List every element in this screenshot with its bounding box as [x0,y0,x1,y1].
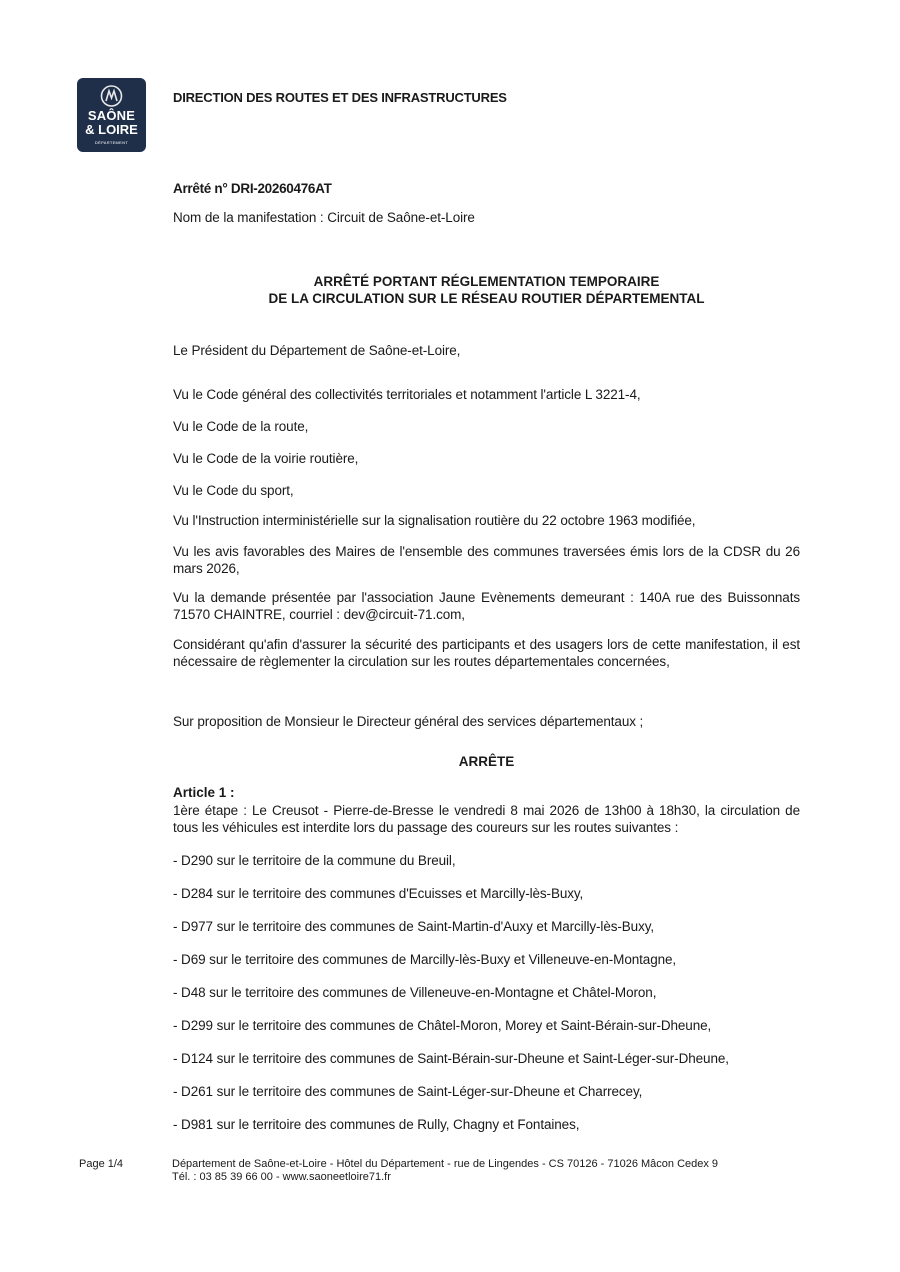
considerant: Considérant qu'afin d'assurer la sécurité des participants et des usagers lors de cette manifestation, il est nécessaire de règlementer la circulation sur les routes départementales concernées, [173,637,800,669]
road-item: - D977 sur le territoire des communes de Saint-Martin-d'Auxy et Marcilly-lès-Buxy, [173,919,655,934]
road-item: - D284 sur le territoire des communes d'Ecuisses et Marcilly-lès-Buxy, [173,886,584,901]
arrete-heading: ARRÊTE [458,754,515,769]
road-item: - D48 sur le territoire des communes de Villeneuve-en-Montagne et Châtel-Moron, [173,985,657,1000]
emblem-icon [98,84,125,108]
arrete-reference: Arrêté n° DRI-20260476AT [173,181,332,196]
title-line-1: ARRÊTÉ PORTANT RÉGLEMENTATION TEMPORAIRE [313,274,660,289]
department-logo [77,78,146,152]
vu-avis-maires: Vu les avis favorables des Maires de l'ensemble des communes traversées émis lors de la CDSR du 26 mars 2026, [173,544,800,576]
vu-code-sport: Vu le Code du sport, [173,483,294,498]
proposition: Sur proposition de Monsieur le Directeur général des services départementaux ; [173,714,644,729]
manifestation-name: Nom de la manifestation : Circuit de Saône-et-Loire [173,210,475,225]
road-item: - D290 sur le territoire de la commune du Breuil, [173,853,456,868]
vu-demande: Vu la demande présentée par l'association Jaune Evènements demeurant : 140A rue des Buissonnats 71570 CHAINTRE, courriel : dev@circuit-71.com, [173,590,800,622]
road-item: - D261 sur le territoire des communes de Saint-Léger-sur-Dheune et Charrecey, [173,1084,643,1099]
road-item: - D124 sur le territoire des communes de Saint-Bérain-sur-Dheune et Saint-Léger-sur-Dheune, [173,1051,729,1066]
road-item: - D69 sur le territoire des communes de Marcilly-lès-Buxy et Villeneuve-en-Montagne, [173,952,677,967]
vu-code-voirie: Vu le Code de la voirie routière, [173,451,359,466]
page-number: Page 1/4 [79,1158,124,1170]
vu-instruction: Vu l'Instruction interministérielle sur la signalisation routière du 22 octobre 1963 modifiée, [173,513,696,528]
president-line: Le Président du Département de Saône-et-Loire, [173,343,461,358]
footer-contact: Tél. : 03 85 39 66 00 - www.saoneetloire71.fr [172,1171,391,1183]
logo-line-3: DÉPARTEMENT [94,140,129,145]
road-item: - D299 sur le territoire des communes de Châtel-Moron, Morey et Saint-Bérain-sur-Dheune, [173,1018,712,1033]
article-1-intro: 1ère étape : Le Creusot - Pierre-de-Bresse le vendredi 8 mai 2026 de 13h00 à 18h30, la circulation de tous les véhicules est interdite lors du passage des coureurs sur les routes suivantes : [173,803,800,835]
logo-line-2: & LOIRE [85,122,138,137]
road-item: - D981 sur le territoire des communes de Rully, Chagny et Fontaines, [173,1117,580,1132]
footer-address: Département de Saône-et-Loire - Hôtel du Département - rue de Lingendes - CS 70126 - 71026 Mâcon Cedex 9 [172,1158,719,1170]
direction-heading: DIRECTION DES ROUTES ET DES INFRASTRUCTURES [173,90,507,105]
vu-cgct: Vu le Code général des collectivités territoriales et notamment l'article L 3221-4, [173,387,641,402]
logo-line-1: SAÔNE [87,108,136,123]
title-line-2: DE LA CIRCULATION SUR LE RÉSEAU ROUTIER DÉPARTEMENTAL [268,291,705,306]
article-1-heading: Article 1 : [173,785,235,800]
vu-code-route: Vu le Code de la route, [173,419,309,434]
